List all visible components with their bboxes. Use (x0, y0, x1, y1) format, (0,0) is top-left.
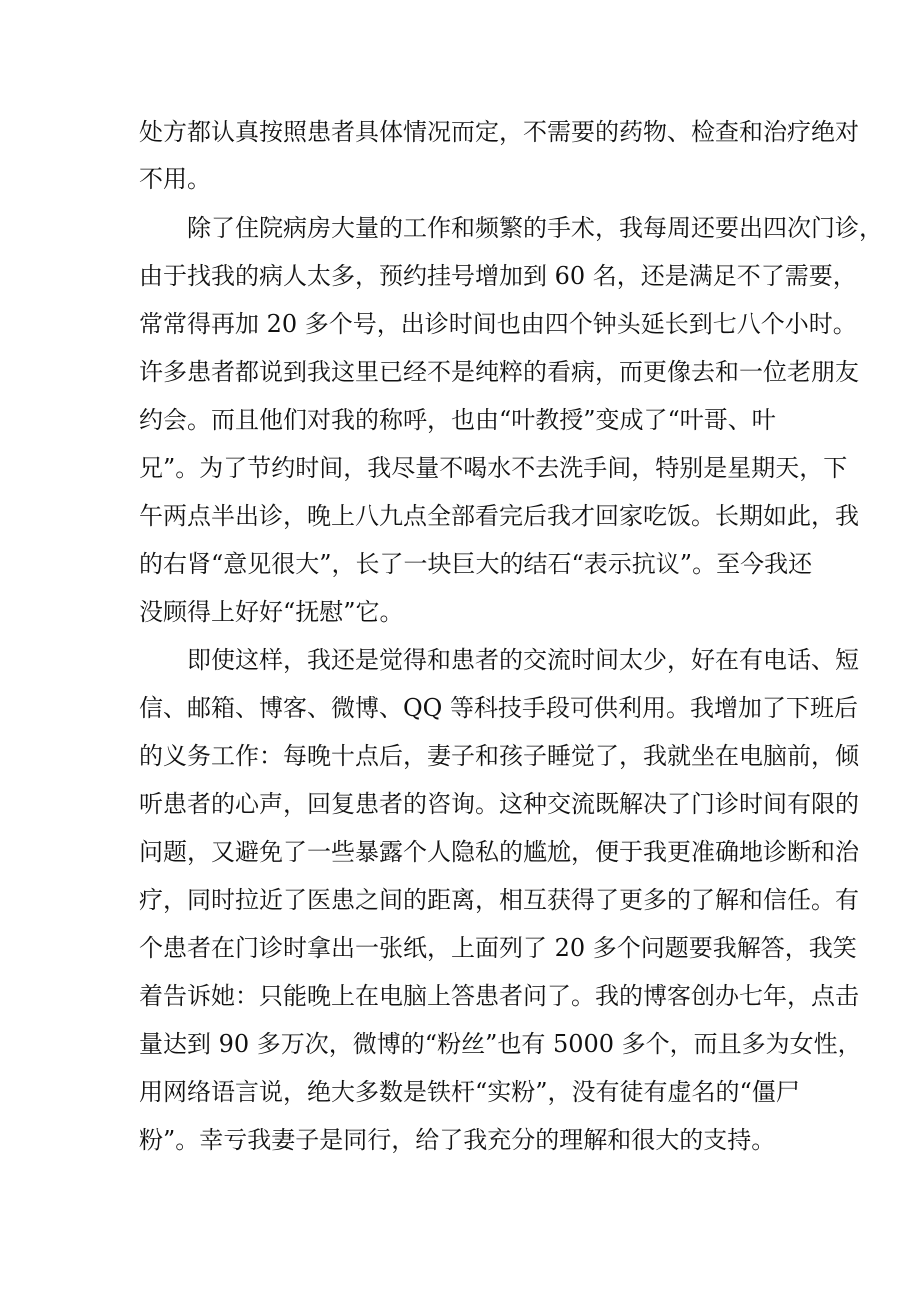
text-line: 着告诉她：只能晚上在电脑上答患者问了。我的博客创办七年，点击 (139, 982, 859, 1010)
text-line: 没顾得上好好“抚慰”它。 (139, 598, 404, 626)
text-line: 兄”。为了节约时间，我尽量不喝水不去洗手间，特别是星期天，下 (139, 454, 848, 482)
text-line: 量达到 90 多万次，微博的“粉丝”也有 5000 多个，而且多为女性， (139, 1030, 862, 1058)
text-line: 许多患者都说到我这里已经不是纯粹的看病，而更像去和一位老朋友 (139, 358, 859, 386)
text-line: 粉”。幸亏我妻子是同行，给了我充分的理解和很大的支持。 (139, 1126, 776, 1154)
text-line: 午两点半出诊，晚上八九点全部看完后我才回家吃饭。长期如此，我 (139, 502, 859, 530)
text-line: 用网络语言说，绝大多数是铁杆“实粉”，没有徒有虚名的“僵尸 (139, 1078, 800, 1106)
text-line: 信、邮箱、博客、微博、QQ 等科技手段可供利用。我增加了下班后 (139, 694, 858, 722)
text-line: 常常得再加 20 多个号，出诊时间也由四个钟头延长到七八个小时。 (139, 310, 857, 338)
text-line: 由于找我的病人太多，预约挂号增加到 60 名，还是满足不了需要， (139, 262, 857, 290)
text-line: 即使这样，我还是觉得和患者的交流时间太少，好在有电话、短 (187, 646, 859, 674)
text-line: 的右肾“意见很大”，长了一块巨大的结石“表示抗议”。至今我还 (139, 550, 813, 578)
text-line: 约会。而且他们对我的称呼，也由“叶教授”变成了“叶哥、叶 (139, 406, 776, 434)
text-line: 听患者的心声，回复患者的咨询。这种交流既解决了门诊时间有限的 (139, 790, 859, 818)
text-line: 除了住院病房大量的工作和频繁的手术，我每周还要出四次门诊， (187, 214, 883, 242)
text-line: 不用。 (139, 165, 211, 193)
text-line: 问题，又避免了一些暴露个人隐私的尴尬，便于我更准确地诊断和治 (139, 838, 859, 866)
text-line: 疗，同时拉近了医患之间的距离，相互获得了更多的了解和信任。有 (139, 886, 859, 914)
text-line: 处方都认真按照患者具体情况而定，不需要的药物、检查和治疗绝对 (139, 118, 859, 146)
text-line: 个患者在门诊时拿出一张纸，上面列了 20 多个问题要我解答，我笑 (139, 934, 857, 962)
text-line: 的义务工作：每晚十点后，妻子和孩子睡觉了，我就坐在电脑前，倾 (139, 742, 859, 770)
